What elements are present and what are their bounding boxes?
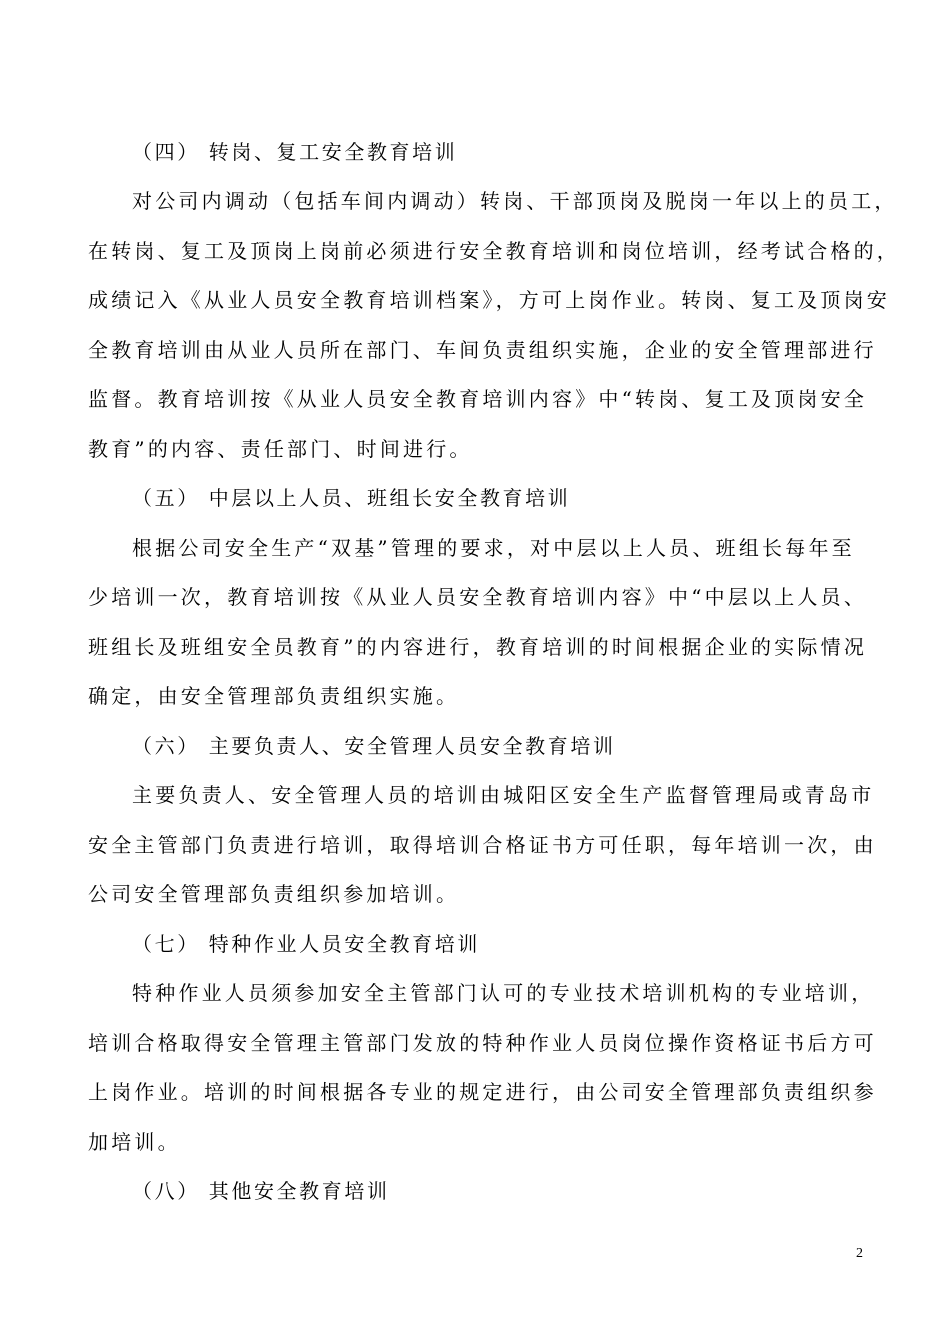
paragraph-line: 教育”的内容、责任部门、时间进行。 [88, 437, 473, 461]
section-heading-6: （六） 主要负责人、安全管理人员安全教育培训 [132, 734, 616, 758]
paragraph-line: 少培训一次，教育培训按《从业人员安全教育培训内容》中“中层以上人员、 [88, 585, 868, 609]
paragraph-line: 对公司内调动（包括车间内调动）转岗、干部顶岗及脱岗一年以上的员工， [132, 189, 898, 213]
page-number: 2 [856, 1246, 863, 1261]
paragraph-line: 监督。教育培训按《从业人员安全教育培训内容》中“转岗、复工及顶岗安全 [88, 387, 868, 411]
paragraph-line: 公司安全管理部负责组织参加培训。 [88, 882, 460, 906]
section-heading-7: （七） 特种作业人员安全教育培训 [132, 932, 480, 956]
paragraph-line: 培训合格取得安全管理主管部门发放的特种作业人员岗位操作资格证书后方可 [88, 1031, 877, 1055]
paragraph-line: 在转岗、复工及顶岗上岗前必须进行安全教育培训和岗位培训，经考试合格的， [88, 239, 900, 263]
paragraph-line: 主要负责人、安全管理人员的培训由城阳区安全生产监督管理局或青岛市 [132, 783, 875, 807]
paragraph-line: 根据公司安全生产“双基”管理的要求，对中层以上人员、班组长每年至 [132, 536, 855, 560]
paragraph-line: 确定，由安全管理部负责组织实施。 [88, 684, 460, 708]
paragraph-line: 加培训。 [88, 1130, 181, 1154]
section-heading-4: （四） 转岗、复工安全教育培训 [132, 140, 458, 164]
section-heading-8: （八） 其他安全教育培训 [132, 1179, 390, 1203]
paragraph-line: 全教育培训由从业人员所在部门、车间负责组织实施，企业的安全管理部进行 [88, 338, 877, 362]
paragraph-line: 安全主管部门负责进行培训，取得培训合格证书方可任职，每年培训一次，由 [88, 833, 877, 857]
section-heading-5: （五） 中层以上人员、班组长安全教育培训 [132, 486, 571, 510]
paragraph-line: 特种作业人员须参加安全主管部门认可的专业技术培训机构的专业培训， [132, 981, 875, 1005]
paragraph-line: 成绩记入《从业人员安全教育培训档案》，方可上岗作业。转岗、复工及顶岗安 [88, 288, 890, 312]
paragraph-line: 上岗作业。培训的时间根据各专业的规定进行，由公司安全管理部负责组织参 [88, 1080, 877, 1104]
paragraph-line: 班组长及班组安全员教育”的内容进行，教育培训的时间根据企业的实际情况 [88, 635, 868, 659]
